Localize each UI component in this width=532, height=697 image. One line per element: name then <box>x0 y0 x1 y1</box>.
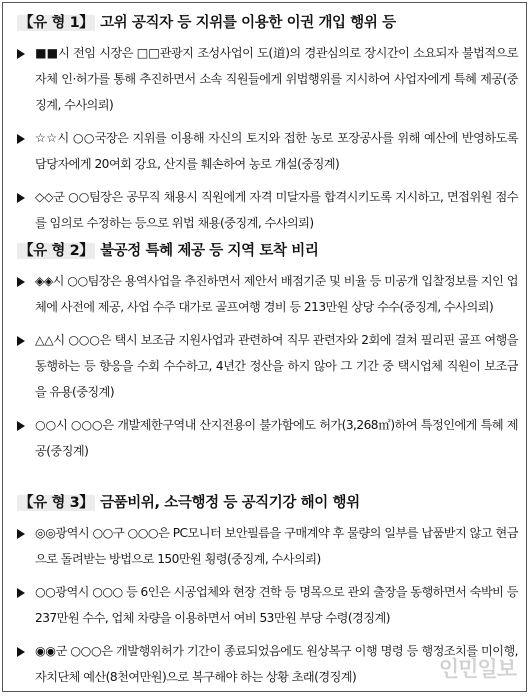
section-title: 불공정 특혜 제공 등 지역 토착 비리 <box>100 243 319 259</box>
item-text: ◉◉군 ○○○은 개발행위허가 기간이 종료되었음에도 원상복구 이행 명령 등 행정조치를 미이행, 자치단체 예산(8천여만원)으로 복구해야 하는 상황 초래(경징계) <box>35 644 518 684</box>
triangle-bullet-icon <box>17 277 25 287</box>
section-title: 금품비위, 소극행정 등 공직기강 해이 행위 <box>100 495 360 511</box>
list-item <box>17 268 518 320</box>
list-item <box>17 40 518 118</box>
section-heading <box>17 13 518 33</box>
triangle-bullet-icon <box>17 193 25 203</box>
section-heading <box>17 493 518 513</box>
item-text: ○○광역시 ○○○ 등 6인은 시공업체와 현장 견학 등 명목으로 관외 출장을 동행하면서 숙박비 등 237만원 수수, 업체 차량을 이용하면서 여비 53만원 부당 수령(경징계) <box>35 585 518 625</box>
triangle-bullet-icon <box>17 421 25 431</box>
list-item <box>17 184 518 236</box>
triangle-bullet-icon <box>17 529 25 539</box>
list-item <box>17 579 518 631</box>
list-item <box>17 412 518 464</box>
section-tag: 【유 형 3】 <box>19 495 94 511</box>
item-text: ◎◎광역시 ○○구 ○○○은 PC모니터 보안필름을 구매계약 후 물량의 일부를 납품받지 않고 현금으로 돌려받는 방법으로 150만원 횡령(중징계, 수사의뢰) <box>35 526 518 566</box>
list-item <box>17 327 518 405</box>
item-text: ■■시 전임 시장은 □□관광지 조성사업이 도(道)의 경관심의로 장시간이 소요되자 불법적으로 자체 인·허가를 통해 추진하면서 소속 직원들에게 위법행위를 지시하여 사업자에게 특혜 제공(중징계, 수사의뢰) <box>35 46 518 112</box>
section-heading <box>17 241 518 261</box>
list-item <box>17 125 518 177</box>
watermark-logo: 인민일보 <box>438 656 516 681</box>
document-frame <box>2 2 527 692</box>
section-title: 고위 공직자 등 지위를 이용한 이권 개입 행위 등 <box>100 15 396 31</box>
triangle-bullet-icon <box>17 336 25 346</box>
section-type-2 <box>17 241 518 464</box>
triangle-bullet-icon <box>17 588 25 598</box>
item-text: △△시 ○○○은 택시 보조금 지원사업과 관련하여 직무 관련자와 2회에 걸쳐 필리핀 골프 여행을 동행하는 등 향응을 수회 수수하고, 4년간 정산을 하지 않아 그 기간 중 택시업체 직원이 보조금을 유용(중징계) <box>35 333 518 399</box>
section-type-1 <box>17 13 518 236</box>
item-text: ○○시 ○○○은 개발제한구역내 산지전용이 불가함에도 허가(3,268㎡)하여 특정인에게 특혜 제공(중징계) <box>35 418 518 458</box>
triangle-bullet-icon <box>17 647 25 657</box>
item-text: ◇◇군 ○○팀장은 공무직 채용시 직원에게 자격 미달자를 합격시키도록 지시하고, 면접위원 점수를 임의로 수정하는 등으로 위법 채용(중징계, 수사의뢰) <box>35 190 518 230</box>
list-item <box>17 520 518 572</box>
item-text: ◈◈시 ○○팀장은 용역사업을 추진하면서 제안서 배점기준 및 비율 등 미공개 입찰정보를 지인 업체에 사전에 제공, 사업 수주 대가로 골프여행 경비 등 213만원 상당 수수(중징계, 수사의뢰) <box>35 274 518 314</box>
section-tag: 【유 형 2】 <box>19 243 94 259</box>
item-text: ☆☆시 ○○국장은 지위를 이용해 자신의 토지와 접한 농로 포장공사를 위해 예산에 반영하도록 담당자에게 20여회 강요, 산지를 훼손하여 농로 개설(중징계) <box>35 131 518 171</box>
section-tag: 【유 형 1】 <box>19 15 94 31</box>
triangle-bullet-icon <box>17 134 25 144</box>
triangle-bullet-icon <box>17 49 25 59</box>
